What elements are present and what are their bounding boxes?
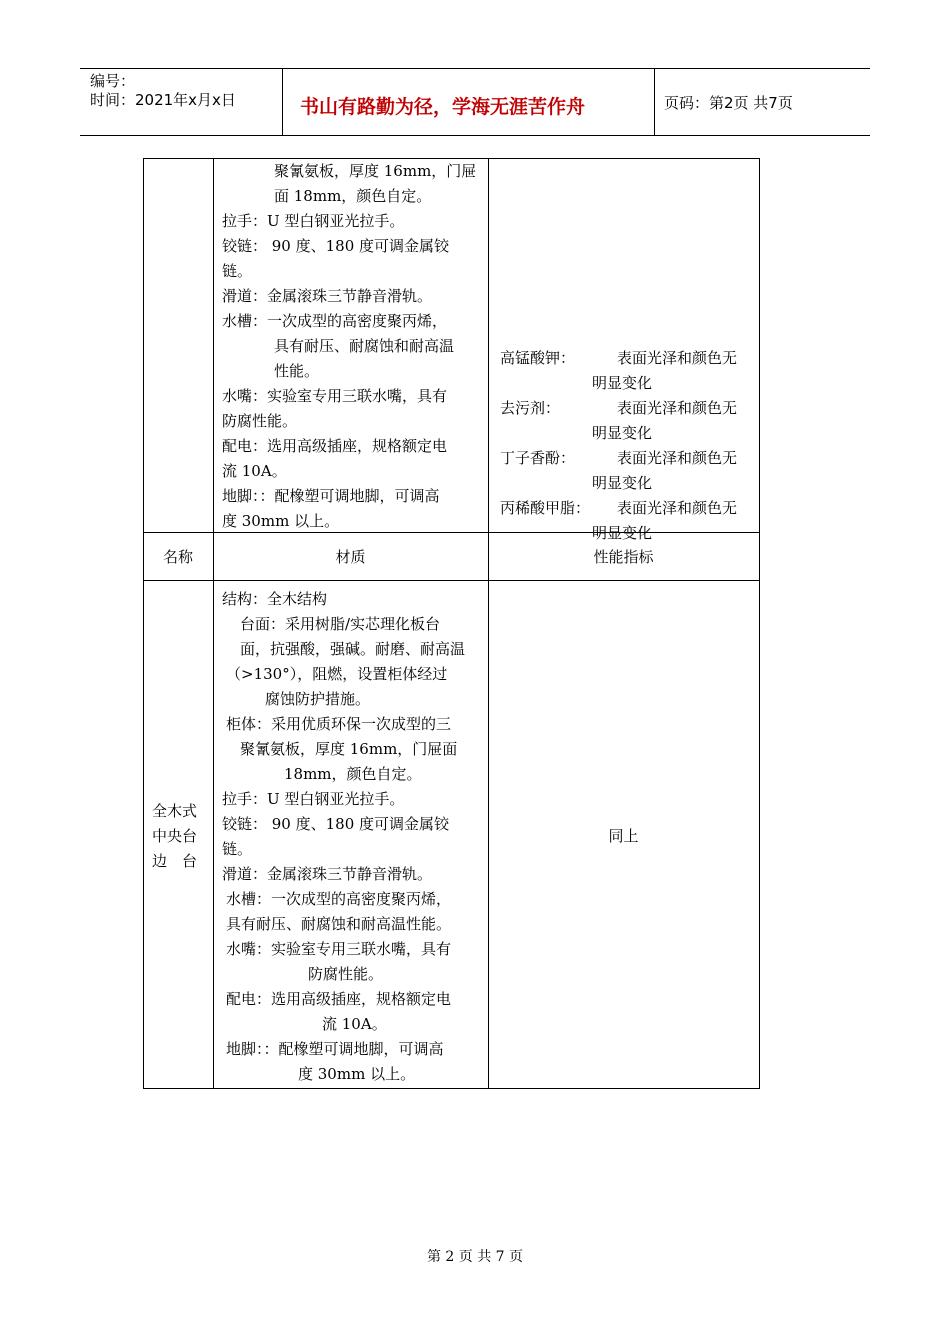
document-number-label: 编号：: [90, 72, 136, 90]
material-line: 面 18mm，颜色自定。: [274, 187, 432, 205]
material-line: 台面：采用树脂/实芯理化板台: [240, 615, 441, 633]
material-line: 配电：选用高级插座，规格额定电: [226, 990, 452, 1008]
material-line: 水嘴：实验室专用三联水嘴，具有: [222, 387, 448, 405]
header-motto: 书山有路勤为径，学海无涯苦作舟: [300, 96, 586, 118]
document-date: 时间：2021年x月x日: [90, 91, 236, 109]
performance-result-cont: 明显变化: [592, 374, 653, 392]
material-line: 聚氰氨板，厚度 16mm，门屉: [274, 162, 477, 180]
header-top-rule: [80, 68, 870, 69]
performance-result: 表面光泽和颜色无: [617, 349, 738, 367]
material-line: 链。: [222, 840, 253, 858]
performance-result-cont: 明显变化: [592, 424, 653, 442]
performance-result: 表面光泽和颜色无: [617, 449, 738, 467]
material-line: 铰链： 90 度、180 度可调金属铰: [222, 815, 450, 833]
item-name-cell: [152, 799, 208, 874]
performance-item: [500, 346, 755, 371]
performance-item: [500, 446, 755, 471]
performance-result-cont: 明显变化: [592, 524, 653, 542]
material-line: 拉手：U 型白钢亚光拉手。: [222, 212, 405, 230]
performance-name: 丙稀酸甲脂：: [500, 499, 591, 517]
table-border: [143, 1088, 760, 1089]
material-line: 拉手：U 型白钢亚光拉手。: [222, 790, 405, 808]
material-line: （>130°），阻燃，设置柜体经过: [226, 665, 448, 683]
performance-result-cont: 明显变化: [592, 474, 653, 492]
table-border: [143, 158, 144, 1089]
item-name-line: 中央台: [152, 827, 198, 845]
material-line: 具有耐压、耐腐蚀和耐高温性能。: [226, 915, 452, 933]
material-line: 具有耐压、耐腐蚀和耐高温: [274, 337, 455, 355]
performance-item: [500, 396, 755, 421]
top-material-cell: [222, 159, 484, 534]
material-line: 流 10A。: [322, 1015, 387, 1033]
column-header-performance: 性能指标: [593, 548, 654, 566]
performance-name: 高锰酸钾：: [500, 349, 576, 367]
material-line: 聚氰氨板，厚度 16mm，门屉面: [240, 740, 458, 758]
material-line: 配电：选用高级插座，规格额定电: [222, 437, 448, 455]
performance-result: 表面光泽和颜色无: [617, 499, 738, 517]
material-line: 面，抗强酸，强碱。耐磨、耐高温: [240, 640, 466, 658]
material-line: 性能。: [274, 362, 320, 380]
material-line: 链。: [222, 262, 253, 280]
header-divider: [282, 69, 283, 136]
material-line: 结构：全木结构: [222, 590, 328, 608]
material-line: 防腐性能。: [222, 412, 298, 430]
material-line: 流 10A。: [222, 462, 287, 480]
item-material-cell: [222, 587, 484, 1087]
header-page-code: 页码：第2页 共7页: [664, 94, 793, 112]
page-footer: 第 2 页 共 7 页: [426, 1249, 524, 1265]
performance-item: [500, 496, 755, 521]
material-line: 水嘴：实验室专用三联水嘴，具有: [226, 940, 452, 958]
material-line: 地脚：：配橡塑可调地脚，可调高: [222, 487, 440, 505]
material-line: 腐蚀防护措施。: [265, 690, 371, 708]
column-header-material: 材质: [335, 548, 366, 566]
item-performance-cell: 同上: [608, 827, 639, 845]
table-border: [759, 158, 760, 1089]
performance-result: 表面光泽和颜色无: [617, 399, 738, 417]
material-line: 铰链： 90 度、180 度可调金属铰: [222, 237, 450, 255]
performance-name: 去污剂：: [500, 399, 561, 417]
table-border: [488, 158, 489, 1089]
material-line: 滑道：金属滚珠三节静音滑轨。: [222, 865, 433, 883]
item-name-line: 边 台: [152, 852, 198, 870]
material-line: 度 30mm 以上。: [298, 1065, 416, 1083]
performance-name: 丁子香酚：: [500, 449, 576, 467]
material-line: 防腐性能。: [308, 965, 384, 983]
material-line: 水槽：一次成型的高密度聚丙烯，: [226, 890, 452, 908]
material-line: 滑道：金属滚珠三节静音滑轨。: [222, 287, 433, 305]
material-line: 水槽：一次成型的高密度聚丙烯，: [222, 312, 448, 330]
performance-list: [500, 346, 755, 546]
material-line: 柜体：采用优质环保一次成型的三: [226, 715, 452, 733]
item-name-line: 全木式: [152, 802, 198, 820]
header-divider: [654, 69, 655, 136]
material-line: 18mm，颜色自定。: [284, 765, 422, 783]
column-header-name: 名称: [162, 548, 193, 566]
material-line: 度 30mm 以上。: [222, 512, 340, 530]
header-bottom-rule: [80, 135, 870, 136]
material-line: 地脚：：配橡塑可调地脚，可调高: [226, 1040, 444, 1058]
table-border: [213, 158, 214, 1089]
table-border: [143, 580, 760, 581]
